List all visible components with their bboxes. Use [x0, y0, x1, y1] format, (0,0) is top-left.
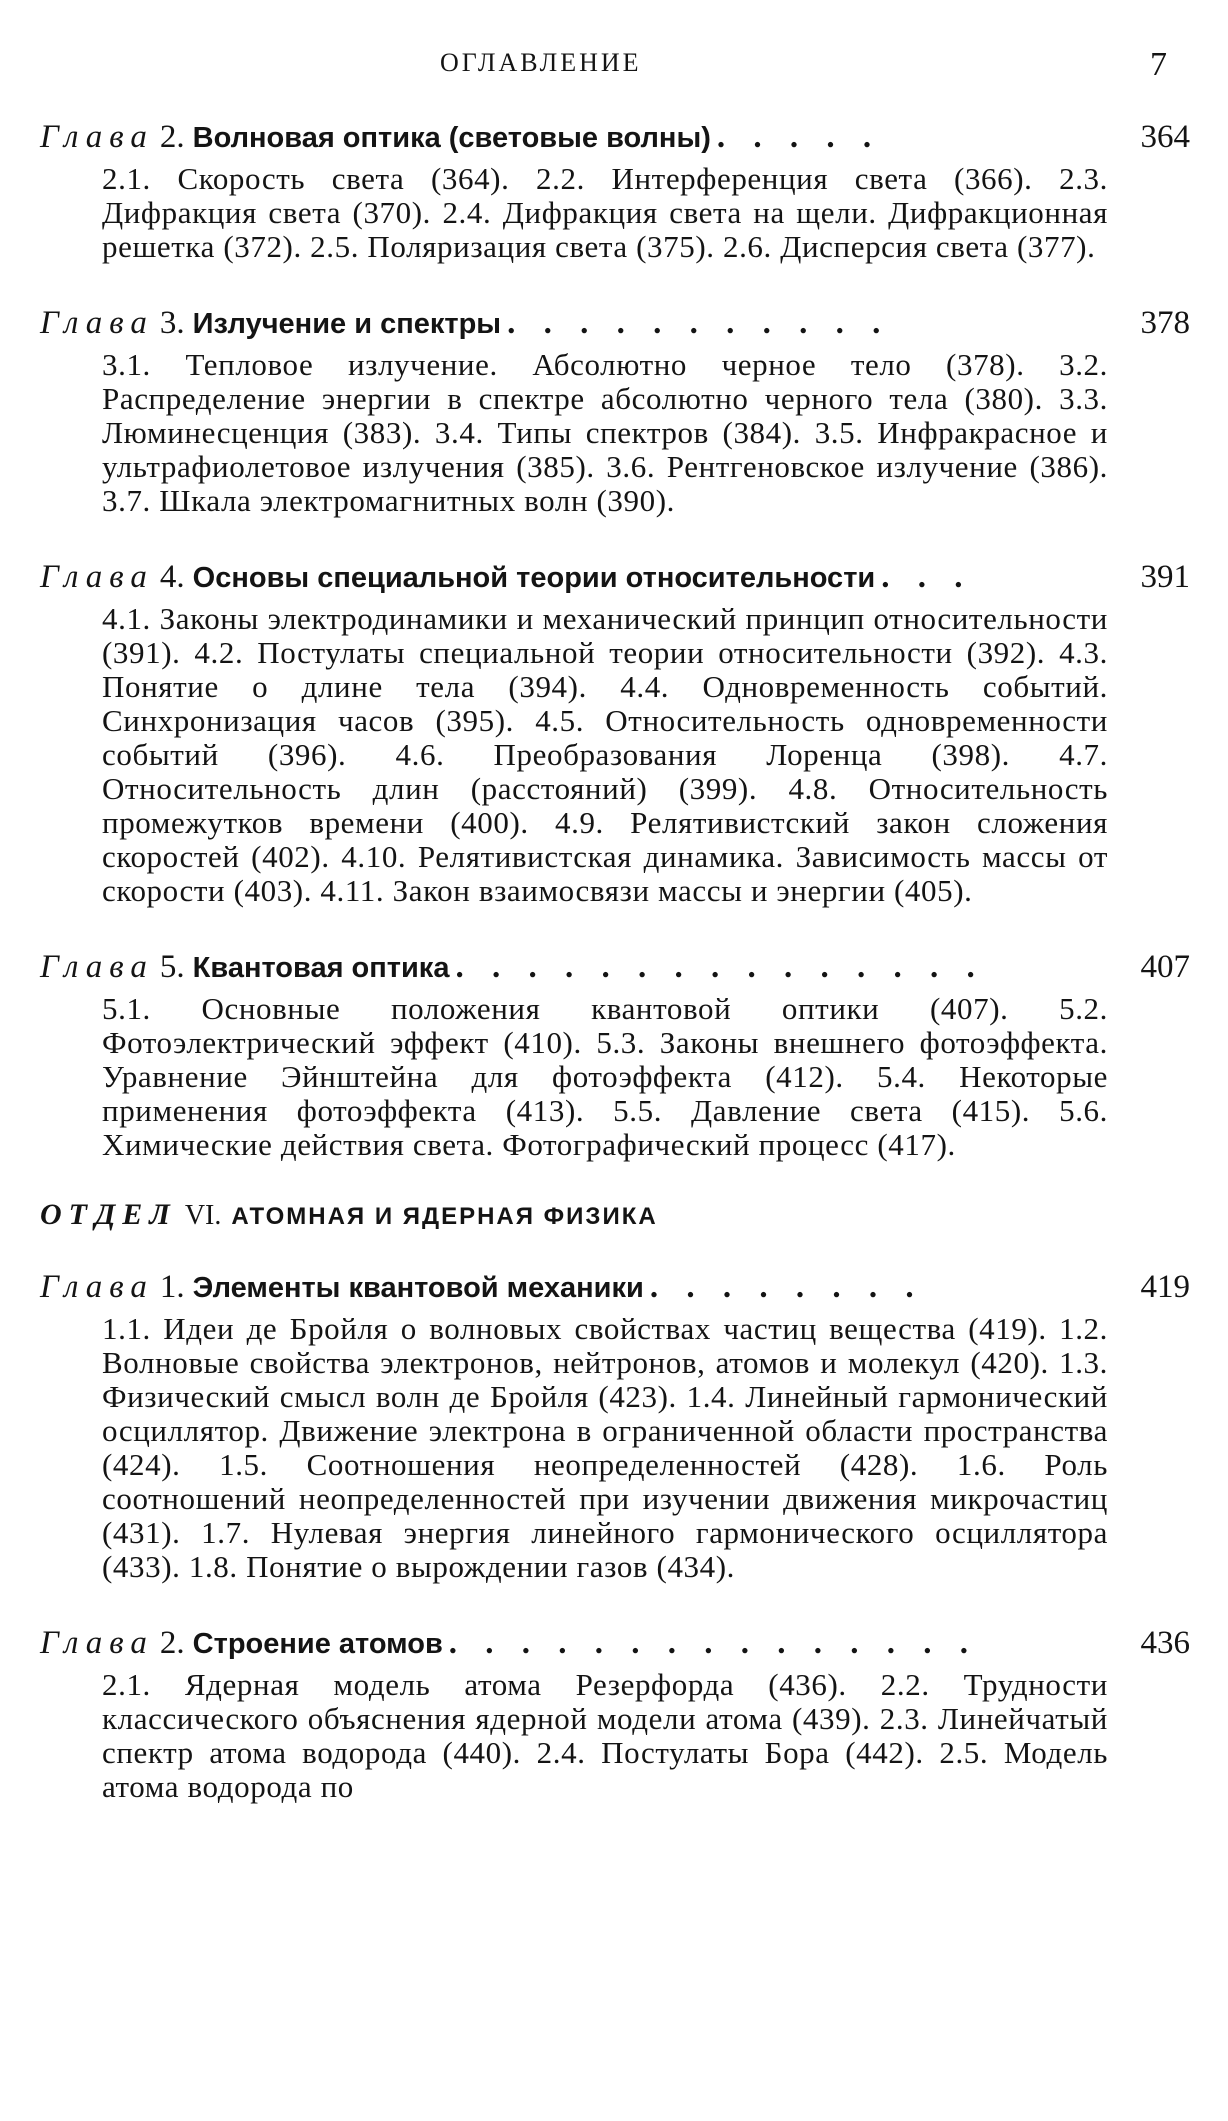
chapter-page-number: 436: [1140, 1625, 1190, 1661]
chapter-heading: [40, 1618, 1190, 1668]
chapter-number: 4.: [159, 559, 185, 595]
chapter-label: Глава: [40, 559, 154, 595]
chapter-subsections: 1.1. Идеи де Бройля о волновых свойствах частиц вещества (419). 1.2. Волновые свойства электронов, нейтронов, атомов и молекул (420). 1.3. Физический смысл волн де Бройля (423). 1.4. Линейный гармонический осциллятор. Движение электрона в ограниченной области пространства (424). 1.5. Соотношения неопределенностей (428). 1.6. Роль соотношений неопределенностей при изучении движения микрочастиц (431). 1.7. Нулевая энергия линейного гармонического осциллятора (433). 1.8. Понятие о вырождении газов (434).: [102, 1311, 1108, 1584]
chapter-title: Основы специальной теории относительности: [192, 562, 876, 594]
chapter-page-number: 378: [1140, 305, 1190, 341]
running-head: [0, 48, 1228, 88]
chapter-label: Глава: [40, 1625, 154, 1661]
page-number: 7: [1150, 46, 1167, 83]
section-number: VI.: [184, 1200, 222, 1231]
chapter-label: Глава: [40, 949, 154, 985]
chapter-page-number: 391: [1140, 559, 1190, 595]
chapter-label: Глава: [40, 1269, 154, 1305]
section-title: АТОМНАЯ И ЯДЕРНАЯ ФИЗИКА: [231, 1203, 658, 1230]
chapter-heading: [40, 552, 1190, 602]
chapter-title: Строение атомов: [192, 1628, 443, 1660]
chapter-page-number: 364: [1140, 119, 1190, 155]
chapter-page-number: 419: [1140, 1269, 1190, 1305]
toc-chapter-1-quantum-mechanics[interactable]: [40, 1262, 1190, 1584]
chapter-title: Элементы квантовой механики: [192, 1272, 644, 1304]
section-heading: [40, 1190, 1190, 1240]
chapter-subsections: 5.1. Основные положения квантовой оптики (407). 5.2. Фотоэлектрический эффект (410). 5.3. Законы внешнего фотоэффекта. Уравнение Эйнштейна для фотоэффекта (412). 5.4. Некоторые применения фотоэффекта (413). 5.5. Давление света (415). 5.6. Химические действия света. Фотографический процесс (417).: [102, 991, 1108, 1162]
dot-leader: . . . . . . . . . . . . . . .: [448, 1625, 979, 1661]
dot-leader: . . . . . . . . . . . . . . .: [455, 949, 985, 985]
chapter-number: 3.: [159, 305, 185, 341]
toc-chapter-2-wave-optics[interactable]: [40, 112, 1190, 264]
toc-chapter-3-radiation[interactable]: [40, 298, 1190, 518]
chapter-subsections: 2.1. Ядерная модель атома Резерфорда (436). 2.2. Трудности классического объяснения ядерной модели атома (439). 2.3. Линейчатый спектр атома водорода (440). 2.4. Постулаты Бора (442). 2.5. Модель атома водорода по: [102, 1667, 1108, 1804]
chapter-label: Глава: [40, 305, 154, 341]
chapter-number: 2.: [159, 119, 185, 155]
toc-chapter-5-quantum-optics[interactable]: [40, 942, 1190, 1162]
chapter-heading: [40, 942, 1190, 992]
chapter-subsections: 4.1. Законы электродинамики и механический принцип относительности (391). 4.2. Постулаты специальной теории относительности (392). 4.3. Понятие о длине тела (394). 4.4. Одновременность событий. Синхронизация часов (395). 4.5. Относительность одновременности событий (396). 4.6. Преобразования Лоренца (398). 4.7. Относительность длин (расстояний) (399). 4.8. Относительность промежутков времени (400). 4.9. Релятивистский закон сложения скоростей (402). 4.10. Релятивистская динамика. Зависимость массы от скорости (403). 4.11. Закон взаимосвязи массы и энергии (405).: [102, 601, 1108, 908]
chapter-subsections: 3.1. Тепловое излучение. Абсолютно черное тело (378). 3.2. Распределение энергии в спектре абсолютно черного тела (380). 3.3. Люминесценция (383). 3.4. Типы спектров (384). 3.5. Инфракрасное и ультрафиолетовое излучения (385). 3.6. Рентгеновское излучение (386). 3.7. Шкала электромагнитных волн (390).: [102, 347, 1108, 518]
chapter-title: Квантовая оптика: [192, 952, 450, 984]
chapter-label: Глава: [40, 119, 154, 155]
toc-chapter-2-atomic-structure[interactable]: [40, 1618, 1190, 1804]
dot-leader: . . . . . . . .: [649, 1269, 924, 1305]
chapter-title: Излучение и спектры: [192, 308, 502, 340]
toc-chapter-4-relativity[interactable]: [40, 552, 1190, 908]
dot-leader: . . . . . . . . . . .: [507, 305, 891, 341]
chapter-heading: [40, 112, 1190, 162]
chapter-number: 5.: [159, 949, 185, 985]
chapter-number: 2.: [159, 1625, 185, 1661]
chapter-heading: [40, 298, 1190, 348]
chapter-page-number: 407: [1140, 949, 1190, 985]
table-of-contents: [40, 112, 1190, 1838]
section-label: ОТДЕЛ: [40, 1198, 177, 1231]
chapter-number: 1.: [159, 1269, 185, 1305]
dot-leader: . . .: [881, 559, 973, 595]
chapter-subsections: 2.1. Скорость света (364). 2.2. Интерференция света (366). 2.3. Дифракция света (370). 2.4. Дифракция света на щели. Дифракционная решетка (372). 2.5. Поляризация света (375). 2.6. Дисперсия света (377).: [102, 161, 1108, 264]
page-title: ОГЛАВЛЕНИЕ: [440, 48, 642, 77]
chapter-title: Волновая оптика (световые волны): [192, 122, 711, 154]
dot-leader: . . . . .: [716, 119, 882, 155]
chapter-heading: [40, 1262, 1190, 1312]
